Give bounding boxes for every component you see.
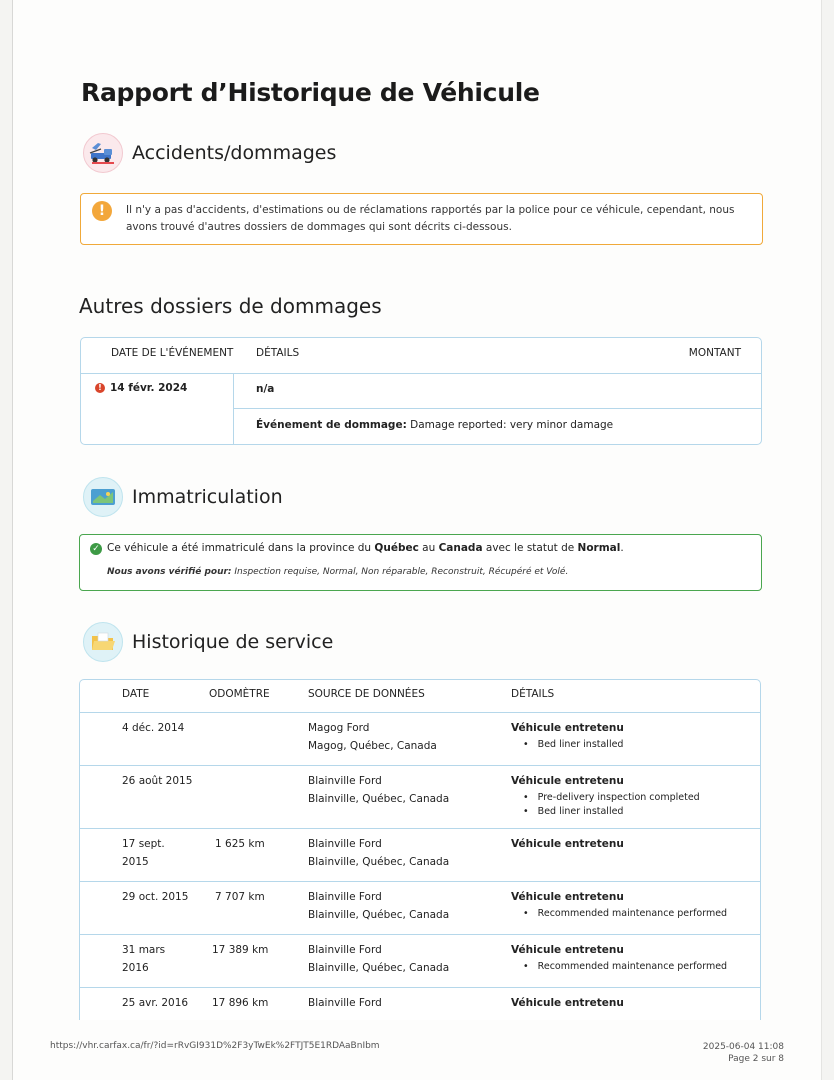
- license-plate-icon: [83, 477, 123, 517]
- list-item-text: Bed liner installed: [537, 739, 624, 750]
- text: Ce véhicule a été immatriculé dans la province du: [107, 542, 375, 554]
- table-row: [80, 987, 760, 1020]
- list-item-text: Pre-delivery inspection completed: [537, 792, 700, 803]
- country: Canada: [438, 542, 483, 554]
- row-date: 29 oct. 2015: [122, 891, 189, 903]
- row-date: 25 avr. 2016: [122, 997, 189, 1009]
- table-row: [80, 881, 760, 935]
- row-details: Véhicule entretenu: [511, 997, 624, 1009]
- row-date: 17 sept.: [122, 838, 165, 850]
- row-source-name: Magog Ford: [308, 722, 370, 734]
- registration-status: Normal: [577, 542, 621, 554]
- divider: [81, 373, 761, 374]
- row-odometer: 1 625 km: [215, 838, 265, 850]
- row-details: Véhicule entretenu: [511, 775, 624, 787]
- accidents-section-title: Accidents/dommages: [132, 142, 337, 164]
- row-source-name: Blainville Ford: [308, 775, 382, 787]
- col-header-date: DATE: [122, 688, 150, 700]
- row-details: Véhicule entretenu: [511, 891, 624, 903]
- row-source-name: Blainville Ford: [308, 944, 382, 956]
- registration-section-title: Immatriculation: [132, 486, 283, 508]
- verified-label: Nous avons vérifié pour:: [107, 567, 232, 577]
- accidents-alert: [80, 193, 763, 245]
- accidents-alert-text: Il n'y a pas d'accidents, d'estimations ou de réclamations rapportés par la police pour ce véhicule, cependant, nous avons trouvé d'autres dossiers de dommages qui sont décrits ci-dessous.: [126, 204, 735, 233]
- event-date: [95, 380, 187, 397]
- list-item: • Recommended maintenance performed: [523, 908, 728, 919]
- row-date: 4 déc. 2014: [122, 722, 185, 734]
- row-source-name: Blainville Ford: [308, 997, 382, 1009]
- divider: [233, 408, 761, 409]
- text: .: [620, 542, 624, 554]
- row-source-location: Blainville, Québec, Canada: [308, 909, 450, 921]
- registration-section-header: [83, 477, 283, 517]
- row-details: Véhicule entretenu: [511, 838, 624, 850]
- row-source-name: Blainville Ford: [308, 838, 382, 850]
- col-header-odometer: ODOMÈTRE: [209, 688, 270, 700]
- row-details: Véhicule entretenu: [511, 722, 624, 734]
- row-odometer: 17 896 km: [212, 997, 269, 1009]
- footer-timestamp: 2025-06-04 11:08: [702, 1042, 784, 1052]
- report-page: [12, 0, 822, 1080]
- registration-status-line: [107, 542, 624, 554]
- text: avec le statut de: [482, 542, 578, 554]
- damage-event-label: Événement de dommage:: [256, 419, 407, 431]
- other-damage-table: [80, 337, 762, 445]
- row-date-year: 2016: [122, 962, 149, 974]
- list-item: • Recommended maintenance performed: [523, 961, 728, 972]
- row-odometer: 7 707 km: [215, 891, 265, 903]
- col-header-event-date: DATE DE L'ÉVÉNEMENT: [111, 347, 234, 359]
- service-section-title: Historique de service: [132, 631, 334, 653]
- row-date-year: 2015: [122, 856, 149, 868]
- row-date: 31 mars: [122, 944, 166, 956]
- list-item: • Pre-delivery inspection completed: [523, 792, 700, 803]
- list-item: • Bed liner installed: [523, 739, 624, 750]
- verified-line: [107, 567, 568, 577]
- col-header-source: SOURCE DE DONNÉES: [308, 688, 425, 700]
- list-item-text: Recommended maintenance performed: [537, 961, 728, 972]
- event-date-text: 14 févr. 2024: [110, 382, 188, 394]
- page-title: Rapport d’Historique de Véhicule: [81, 78, 540, 107]
- verified-list: Inspection requise, Normal, Non réparable, Reconstruit, Récupéré et Volé.: [234, 567, 569, 577]
- damage-event-row: [256, 417, 613, 434]
- table-row: [80, 828, 760, 882]
- list-item-text: Bed liner installed: [537, 806, 624, 817]
- footer-url: https://vhr.carfax.ca/fr/?id=rRvGI931D%2F3yTwEk%2FTJT5E1RDAaBnIbm: [50, 1041, 380, 1051]
- alert-dot-icon: !: [95, 383, 105, 393]
- tow-truck-icon: [83, 133, 123, 173]
- row-source-location: Blainville, Québec, Canada: [308, 856, 450, 868]
- accidents-section-header: [83, 133, 336, 173]
- warning-icon: !: [92, 201, 112, 221]
- list-item: • Bed liner installed: [523, 806, 624, 817]
- row-source-location: Blainville, Québec, Canada: [308, 962, 450, 974]
- row-source-location: Blainville, Québec, Canada: [308, 793, 450, 805]
- row-details: Véhicule entretenu: [511, 944, 624, 956]
- folder-icon: [83, 622, 123, 662]
- col-header-details: DÉTAILS: [511, 688, 555, 700]
- table-row: [80, 934, 760, 988]
- damage-event-value: Damage reported: very minor damage: [410, 419, 614, 431]
- province: Québec: [374, 542, 419, 554]
- footer-page-number: Page 2 sur 8: [728, 1054, 784, 1064]
- other-damage-title: Autres dossiers de dommages: [79, 294, 382, 318]
- registration-alert: [79, 534, 762, 591]
- event-details: n/a: [256, 383, 275, 395]
- col-header-amount: MONTANT: [688, 347, 741, 359]
- service-history-table: [79, 679, 761, 1020]
- col-header-details: DÉTAILS: [256, 347, 300, 359]
- row-odometer: 17 389 km: [212, 944, 269, 956]
- check-icon: ✓: [90, 543, 102, 555]
- row-source-location: Magog, Québec, Canada: [308, 740, 437, 752]
- list-item-text: Recommended maintenance performed: [537, 908, 728, 919]
- table-row: [80, 765, 760, 829]
- text: au: [418, 542, 439, 554]
- row-source-name: Blainville Ford: [308, 891, 382, 903]
- row-date: 26 août 2015: [122, 775, 193, 787]
- footer-meta: [703, 1041, 784, 1065]
- table-row: [80, 712, 760, 766]
- service-section-header: [83, 622, 333, 662]
